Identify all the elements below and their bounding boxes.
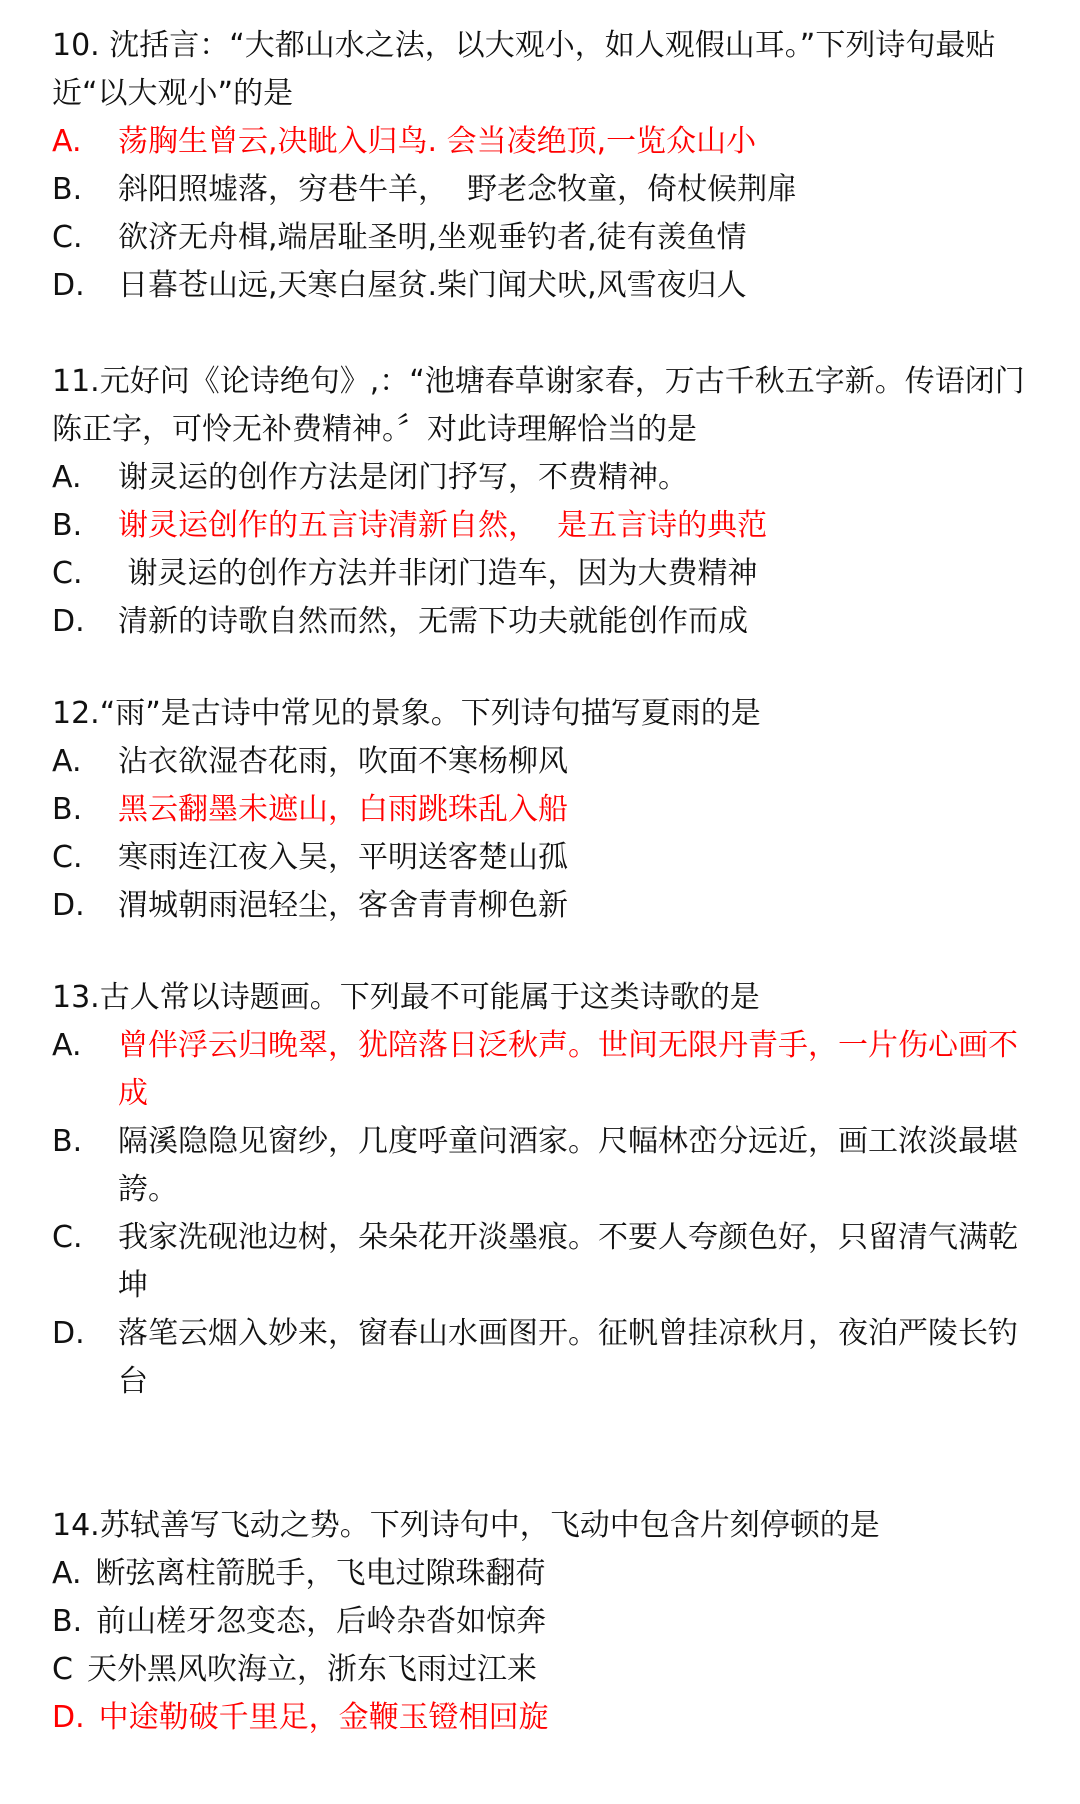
question-11 xyxy=(52,358,1040,646)
option-b xyxy=(52,166,1040,214)
option-text: 荡胸生曾云,决眦入归鸟. 会当凌绝顶,一览众山小 xyxy=(118,124,757,159)
option-letter: A. xyxy=(52,124,82,159)
option-a xyxy=(52,454,1040,502)
option-c xyxy=(52,834,1040,882)
spacer xyxy=(52,310,1040,358)
option-c xyxy=(52,1646,1040,1694)
option-text: 清新的诗歌自然而然，无需下功夫就能创作而成 xyxy=(118,604,748,639)
option-letter: D. xyxy=(52,1700,85,1735)
option-letter: B. xyxy=(52,1124,83,1159)
option-letter: B. xyxy=(52,508,83,543)
spacer xyxy=(52,930,1040,974)
option-text: 隔溪隐隐见窗纱，几度呼童问酒家。尺幅林峦分远近，画工浓淡最堪誇。 xyxy=(118,1124,1018,1207)
option-text: 寒雨连江夜入吴，平明送客楚山孤 xyxy=(118,840,568,875)
question-stem: 11.元好问《论诗绝句》,：“池塘春草谢家春，万古千秋五字新。传语闭门陈正字，可怜无补费精神。〞对此诗理解恰当的是 xyxy=(52,364,1025,447)
option-text: 谢灵运的创作方法并非闭门造车，因为大费精神 xyxy=(118,556,758,591)
option-letter: D. xyxy=(52,604,85,639)
option-a xyxy=(52,1550,1040,1598)
option-a xyxy=(52,738,1040,786)
option-text: 中途勒破千里足，金鞭玉镫相回旋 xyxy=(98,1700,549,1735)
question-stem: 10. 沈括言：“大都山水之法，以大观小，如人观假山耳。”下列诗句最贴近“以大观小”的是 xyxy=(52,28,996,111)
option-c xyxy=(52,214,1040,262)
question-stem: 14.苏轼善写飞动之势。下列诗句中，飞动中包含片刻停顿的是 xyxy=(52,1508,880,1543)
option-text: 斜阳照墟落，穷巷牛羊， 野老念牧童，倚杖候荆扉 xyxy=(118,172,798,207)
option-letter: A. xyxy=(52,460,82,495)
option-a xyxy=(52,1022,1040,1118)
option-d xyxy=(52,598,1040,646)
option-b xyxy=(52,502,1040,550)
option-d xyxy=(52,1694,1040,1742)
option-b xyxy=(52,1118,1040,1214)
option-text: 曾伴浮云归晚翠，犹陪落日泛秋声。世间无限丹青手，一片伤心画不成 xyxy=(118,1028,1018,1111)
option-text: 天外黑风吹海立，浙东飞雨过江来 xyxy=(86,1652,537,1687)
option-letter: B. xyxy=(52,792,83,827)
option-text: 前山槎牙忽变态，后岭杂沓如惊奔 xyxy=(96,1604,547,1639)
option-a xyxy=(52,118,1040,166)
option-d xyxy=(52,882,1040,930)
question-10 xyxy=(52,22,1040,310)
option-letter: C. xyxy=(52,1220,83,1255)
option-text: 我家洗砚池边树，朵朵花开淡墨痕。不要人夸颜色好，只留清气满乾坤 xyxy=(118,1220,1018,1303)
question-stem: 13.古人常以诗题画。下列最不可能属于这类诗歌的是 xyxy=(52,980,760,1015)
option-text: 渭城朝雨浥轻尘，客舍青青柳色新 xyxy=(118,888,568,923)
option-text: 黑云翻墨未遮山，白雨跳珠乱入船 xyxy=(118,792,568,827)
option-text: 断弦离柱箭脱手，飞电过隙珠翻荷 xyxy=(95,1556,546,1591)
option-text: 沾衣欲湿杏花雨，吹面不寒杨柳风 xyxy=(118,744,568,779)
option-text: 欲济无舟楫,端居耻圣明,坐观垂钓者,徒有羡鱼情 xyxy=(118,220,747,255)
option-letter: D. xyxy=(52,1316,85,1351)
spacer xyxy=(52,1406,1040,1502)
question-14 xyxy=(52,1502,1040,1742)
option-d xyxy=(52,1310,1040,1406)
option-letter: C xyxy=(52,1652,73,1687)
option-letter: C. xyxy=(52,556,83,591)
question-13 xyxy=(52,974,1040,1406)
option-text: 谢灵运的创作方法是闭门抒写，不费精神。 xyxy=(118,460,688,495)
option-letter: A. xyxy=(52,744,82,779)
option-letter: A. xyxy=(52,1556,82,1591)
option-letter: B. xyxy=(52,1604,83,1639)
option-letter: B. xyxy=(52,172,83,207)
option-letter: D. xyxy=(52,888,85,923)
option-text: 谢灵运创作的五言诗清新自然， 是五言诗的典范 xyxy=(118,508,768,543)
question-stem: 12.“雨”是古诗中常见的景象。下列诗句描写夏雨的是 xyxy=(52,696,761,731)
question-12 xyxy=(52,690,1040,930)
option-letter: A. xyxy=(52,1028,82,1063)
spacer xyxy=(52,646,1040,690)
option-c xyxy=(52,550,1040,598)
option-letter: D. xyxy=(52,268,85,303)
option-b xyxy=(52,1598,1040,1646)
option-text: 落笔云烟入妙来，窗春山水画图开。征帆曾挂凉秋月，夜泊严陵长钓台 xyxy=(118,1316,1018,1399)
option-letter: C. xyxy=(52,220,83,255)
option-b xyxy=(52,786,1040,834)
option-d xyxy=(52,262,1040,310)
option-c xyxy=(52,1214,1040,1310)
option-text: 日暮苍山远,天寒白屋贫.柴门闻犬吠,风雪夜归人 xyxy=(118,268,747,303)
option-letter: C. xyxy=(52,840,83,875)
